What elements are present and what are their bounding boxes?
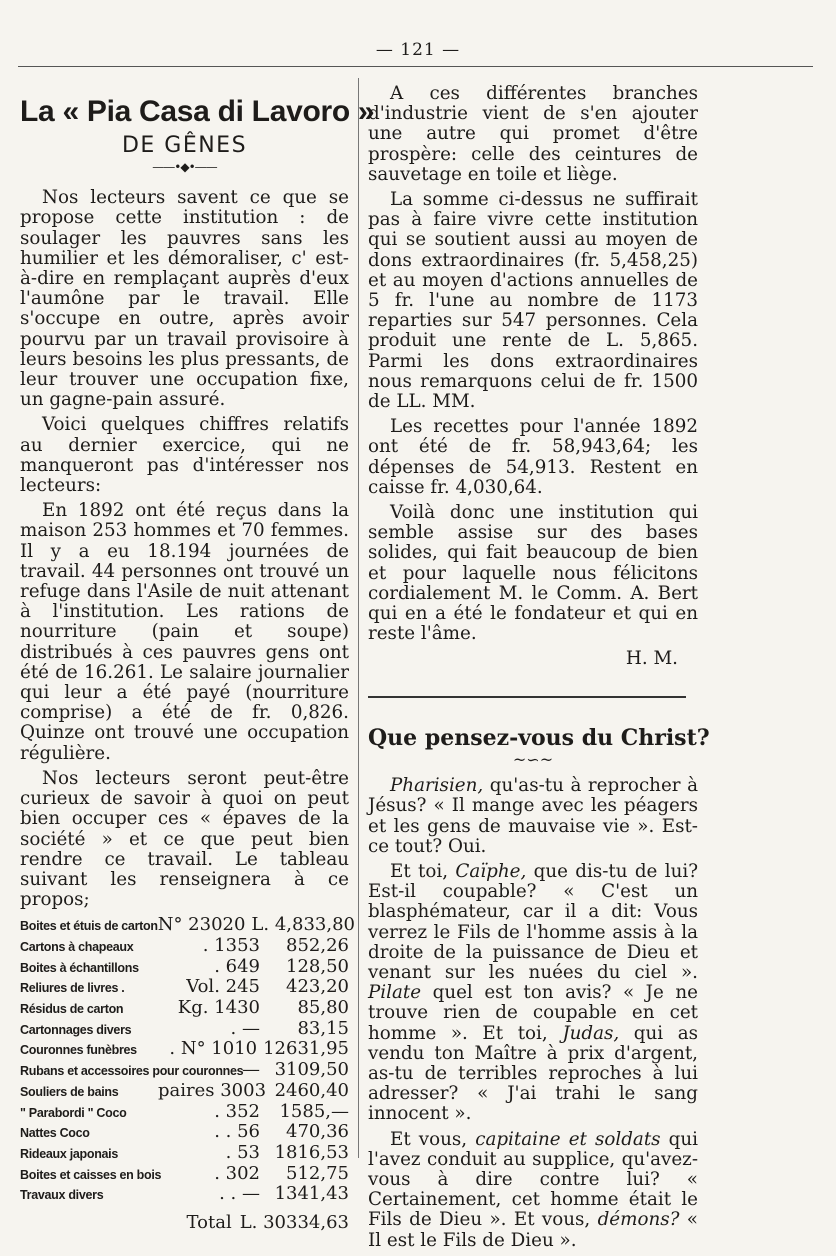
paragraph: Voici quelques chiffres relatifs au dernier exercice, qui ne manqueront pas d'intéresser nos lecteurs: xyxy=(20,414,349,497)
row-value: 470,36 xyxy=(286,1121,349,1143)
paragraph: Les recettes pour l'année 1892 ont été de fr. 58,943,64; les dépenses de 54,913. Restent en caisse fr. 4,030,64. xyxy=(368,416,698,498)
speaker-name: Pharisien, xyxy=(390,775,484,797)
row-value: 512,75 xyxy=(286,1162,349,1184)
row-label: Rubans et accessoires pour couronnes xyxy=(20,1064,244,1079)
row-quantity: . — xyxy=(230,1017,260,1039)
row-value: 128,50 xyxy=(286,955,349,977)
row-label: Nattes Coco xyxy=(20,1126,90,1141)
row-label: Boites à échantillons xyxy=(20,960,139,975)
row-label: Boites et caisses en bois xyxy=(20,1167,162,1182)
table-row xyxy=(20,1060,349,1081)
row-quantity: Kg. 1430 xyxy=(177,997,260,1019)
speaker-name: Caïphe, xyxy=(455,860,527,882)
row-label: Rideaux japonais xyxy=(20,1146,119,1161)
paragraph: La somme ci-dessus ne suffirait pas à faire vivre cette institution qui se soutient aussi au moyen de dons extraordinaires (fr. 5,458,25) et au moyen d'actions annuelles de 5 fr. l'une au nombre de 1173 reparties sur 547 personnes. Cela produit une rente de L. 5,865. Parmi les dons extraordinaires nous remarquons celui de fr. 1500 de LL. MM. xyxy=(368,189,698,413)
row-value: 1585,— xyxy=(279,1100,349,1122)
row-quantity: . 649 xyxy=(214,955,260,977)
table-row xyxy=(20,1143,349,1164)
products-table xyxy=(20,914,355,1205)
table-row xyxy=(20,936,349,957)
signature: H. M. xyxy=(625,648,678,670)
row-quantity: . . — xyxy=(219,1183,260,1205)
total-value: L. 30334,63 xyxy=(239,1211,349,1233)
paragraph: A ces différentes branches d'industrie vient de s'en ajouter une autre qui promet d'être prospère: celle des ceintures de sauvetage en toile et liège. xyxy=(368,83,698,185)
row-value: 3109,50 xyxy=(274,1059,349,1081)
row-label: " Parabordi " Coco xyxy=(20,1105,127,1120)
row-quantity: . 53 xyxy=(225,1141,260,1163)
table-row xyxy=(20,1019,349,1040)
paragraph-text: qui l'avez conduit au supplice, qu'avez-vous à dire contre lui? « Certainement, cet homme était le Fils de Dieu ». Et vous, xyxy=(368,1128,698,1231)
speaker-name: démons? xyxy=(597,1209,680,1231)
row-value: 2460,40 xyxy=(274,1079,349,1101)
row-label: Résidus de carton xyxy=(20,1002,124,1017)
paragraph xyxy=(368,776,698,857)
row-quantity: . 302 xyxy=(214,1162,260,1184)
paragraph: Nos lecteurs seront peut-être curieux de savoir à quoi on peut bien occuper ces « épaves de la société » et ce que peut bien rendre ce travail. Le tableau suivant les renseignera à ce propos; xyxy=(20,767,349,911)
paragraph-text: que dis-tu de lui? Est-il coupable? « C'est un blasphémateur, car il a dit: Vous verrez le Fils de l'homme assis à la droite de la puissance de Dieu et venant sur les nuées du ciel ». xyxy=(368,860,699,983)
table-row xyxy=(20,914,355,936)
paragraph-text: Et vous, xyxy=(390,1128,476,1150)
table-row xyxy=(20,1184,349,1205)
paragraph-text: Et toi, xyxy=(390,860,456,882)
row-value: 85,80 xyxy=(297,997,349,1019)
speaker-name: Judas, xyxy=(562,1022,620,1044)
paragraph: En 1892 ont été reçus dans la maison 253 hommes et 70 femmes. Il y a eu 18.194 journées de travail. 44 personnes ont trouvé un refuge dans l'Asile de nuit attenant à l'institution. Les rations de nourriture (pain et soupe) distribués à ces pauvres gens ont été de 16.261. Le salaire journalier qui leur a été payé (nourriture comprise) a été de fr. 0,826. Quinze ont trouvé une occupation régulière. xyxy=(20,500,349,764)
row-quantity: — xyxy=(242,1059,260,1081)
ornament-divider: ——•◆•—— xyxy=(152,160,217,175)
table-row xyxy=(20,1102,349,1123)
paragraph xyxy=(368,1130,698,1251)
speaker-name: capitaine et soldats xyxy=(475,1128,661,1150)
article-subtitle: DE GÊNES xyxy=(121,133,248,158)
row-label: Boites et étuis de carton xyxy=(20,919,158,934)
row-quantity: N° 23020 xyxy=(157,914,246,936)
row-label: Cartonnages divers xyxy=(20,1022,132,1037)
row-value: 12631,95 xyxy=(263,1038,349,1060)
table-row xyxy=(20,957,349,978)
row-label: Travaux divers xyxy=(20,1188,104,1203)
paragraph-text: qui as vendu ton Maître à prix d'argent, as-tu de terribles reproches à lui adresser? « J'ai trahi le sang innocent ». xyxy=(368,1022,698,1125)
row-quantity: paires 3003 xyxy=(158,1079,267,1101)
table-row xyxy=(20,1164,349,1185)
total-row xyxy=(20,1213,349,1233)
table-row xyxy=(20,977,349,998)
paragraph-text: « Il est le Fils de Dieu ». xyxy=(368,1209,698,1251)
header-rule xyxy=(18,66,813,67)
article-title-2: Que pensez-vous du Christ? xyxy=(368,724,710,751)
row-quantity: . . 56 xyxy=(214,1121,260,1143)
row-label: Couronnes funèbres xyxy=(20,1043,137,1058)
table-row xyxy=(20,1122,349,1143)
paragraph: Nos lecteurs savent ce que se propose cette institution : de soulager les pauvres sans les humilier et les démoraliser, c' est-à-dire en remplaçant auprès d'eux l'aumône par le travail. Elle s'occupe en outre, après avoir pourvu par un travail provisoire à leurs besoins les plus pressants, de leur trouver une occupation fixe, un gagne-pain assuré. xyxy=(20,187,349,411)
row-value: 1816,53 xyxy=(274,1141,349,1163)
row-quantity: Vol. 245 xyxy=(186,976,260,998)
ornament-divider-2: ~∽~ xyxy=(512,749,554,769)
paragraph-text: qu'as-tu à reprocher à Jésus? « Il mange avec les péagers et les gens de mauvaise vie ». Est-ce tout? Oui. xyxy=(368,775,698,857)
paragraph xyxy=(368,862,698,1125)
row-quantity: . 352 xyxy=(214,1100,260,1122)
row-label: Reliures de livres . xyxy=(20,981,125,996)
left-column xyxy=(20,84,375,1233)
column-divider xyxy=(358,78,359,1158)
row-value: L. 4,833,80 xyxy=(251,914,355,936)
row-value: 852,26 xyxy=(286,935,349,956)
article-title: La « Pia Casa di Lavoro » xyxy=(20,95,375,128)
row-quantity: . 1353 xyxy=(202,935,260,956)
paragraph: Voilà donc une institution qui semble assise sur des bases solides, qui fait beaucoup de bien et pour laquelle nous félicitons cordialement M. le Comm. A. Bert qui en a été le fondateur et qui en reste l'âme. xyxy=(368,502,698,645)
row-label: Cartons à chapeaux xyxy=(20,940,134,954)
row-value: 83,15 xyxy=(297,1017,349,1039)
right-column xyxy=(368,83,710,1256)
total-label: Total xyxy=(186,1211,232,1233)
row-value: 423,20 xyxy=(286,976,349,998)
row-value: 1341,43 xyxy=(274,1183,349,1205)
table-row xyxy=(20,998,349,1019)
row-label: Souliers de bains xyxy=(20,1084,119,1099)
row-quantity: . N° 1010 xyxy=(169,1038,258,1060)
table-row xyxy=(20,1039,349,1060)
speaker-name: Pilate xyxy=(368,982,422,1004)
table-row xyxy=(20,1081,349,1102)
section-rule xyxy=(368,696,686,698)
paragraph-text: quel est ton avis? « Je ne trouve rien de coupable en cet homme ». Et toi, xyxy=(368,982,698,1044)
page-number: — 121 — xyxy=(375,40,461,60)
